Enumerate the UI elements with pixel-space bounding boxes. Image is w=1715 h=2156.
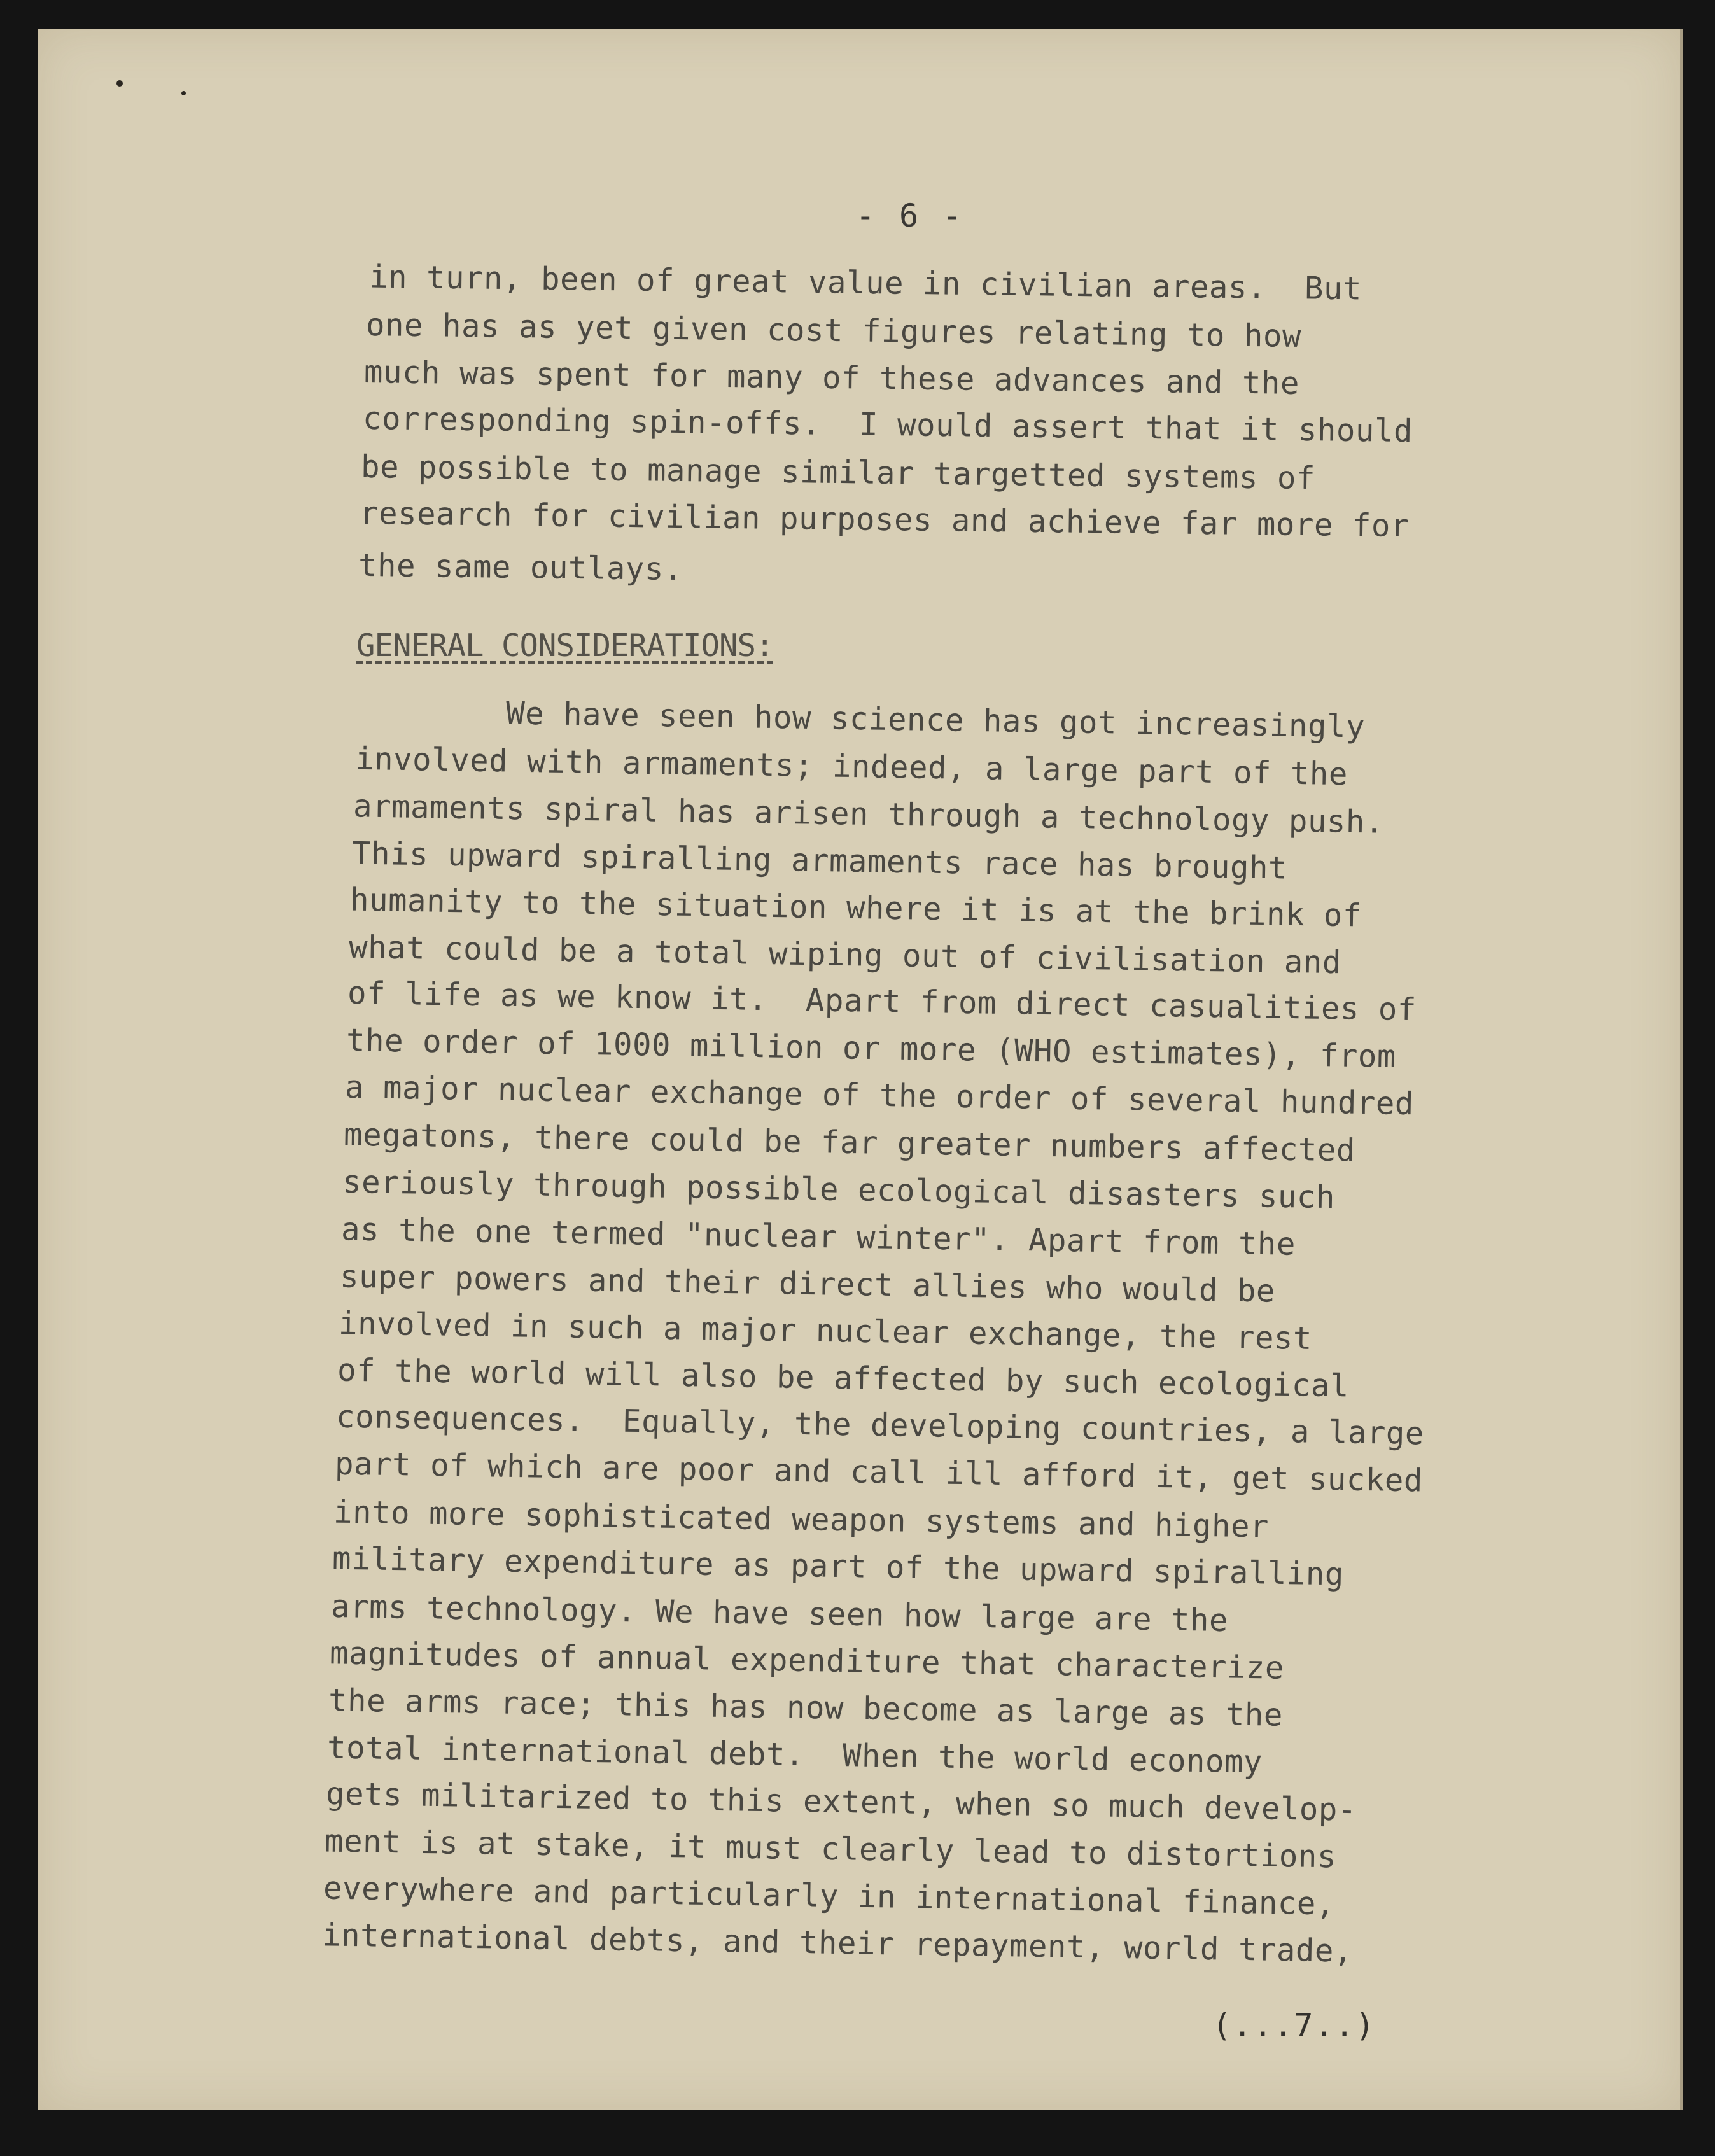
- paragraph-2-line: the order of 1000 million or more (WHO estimates), from: [346, 1022, 1397, 1075]
- paragraph-2-line: super powers and their direct allies who would be: [339, 1258, 1276, 1310]
- paragraph-1-line: in turn, been of great value in civilian areas. But: [368, 258, 1362, 307]
- paragraph-2-line: involved with armaments; indeed, a large part of the: [354, 740, 1348, 793]
- paragraph-2-line: of life as we know it. Apart from direct casualities of: [347, 974, 1417, 1028]
- paragraph-2-line: humanity to the situation where it is at the brink of: [349, 881, 1362, 934]
- paragraph-2-line: the arms race; this has now become as large as the: [328, 1682, 1284, 1733]
- paragraph-2-line: as the one termed "nuclear winter". Apart from the: [340, 1211, 1296, 1263]
- paragraph-2-line: arms technology. We have seen how large are the: [330, 1588, 1229, 1639]
- paragraph-2-line: seriously through possible ecological disasters such: [342, 1163, 1336, 1216]
- paragraph-2-line: total international debt. When the world economy: [326, 1729, 1263, 1781]
- paragraph-2-line: everywhere and particularly in international finance,: [323, 1870, 1336, 1922]
- page-number: - 6 -: [855, 197, 965, 234]
- paragraph-1-line: one has as yet given cost figures relating to how: [365, 307, 1302, 354]
- continuation-marker: (...7..): [1212, 2007, 1376, 2044]
- paragraph-2-line: what could be a total wiping out of civilisation and: [348, 928, 1342, 981]
- paragraph-2-line: gets militarized to this extent, when so much develop-: [325, 1775, 1357, 1828]
- paragraph-2-line: This upward spiralling armaments race has brought: [351, 835, 1288, 886]
- paragraph-1-line: research for civilian purposes and achieve far more for: [359, 494, 1410, 545]
- paragraph-2-line: involved in such a major nuclear exchange, the rest: [338, 1305, 1313, 1357]
- paragraph-2-line: consequences. Equally, the developing countries, a large: [335, 1398, 1425, 1452]
- page-edge: [1680, 29, 1683, 2110]
- paragraph-2-line: We have seen how science has got increasingly: [505, 695, 1366, 745]
- paragraph-2-line: military expenditure as part of the upward spiralling: [332, 1540, 1345, 1593]
- section-heading: GENERAL CONSIDERATIONS:: [356, 627, 774, 664]
- paragraph-2-line: into more sophisticated weapon systems and higher: [333, 1494, 1270, 1545]
- paragraph-2-line: international debts, and their repayment, world trade,: [321, 1917, 1354, 1970]
- paragraph-1-line: much was spent for many of these advances and the: [363, 354, 1300, 402]
- paragraph-2-line: ment is at stake, it must clearly lead to distortions: [324, 1823, 1337, 1875]
- paragraph-2-line: of the world will also be affected by such ecological: [337, 1352, 1350, 1404]
- paragraph-1-line: be possible to manage similar targetted systems of: [360, 448, 1316, 497]
- paragraph-2-line: megatons, there could be far greater numbers affected: [343, 1116, 1356, 1169]
- punch-mark: [181, 91, 186, 95]
- paragraph-2-line: part of which are poor and call ill afford it, get sucked: [334, 1445, 1424, 1499]
- paragraph-2-line: armaments spiral has arisen through a technology push.: [353, 788, 1385, 841]
- paragraph-1-line: corresponding spin-offs. I would assert that it should: [362, 400, 1413, 450]
- punch-mark: [116, 80, 123, 87]
- paragraph-2-line: a major nuclear exchange of the order of several hundred: [344, 1068, 1415, 1123]
- paragraph-2-line: magnitudes of annual expenditure that characterize: [329, 1635, 1285, 1686]
- paragraph-1-line: the same outlays.: [358, 547, 683, 588]
